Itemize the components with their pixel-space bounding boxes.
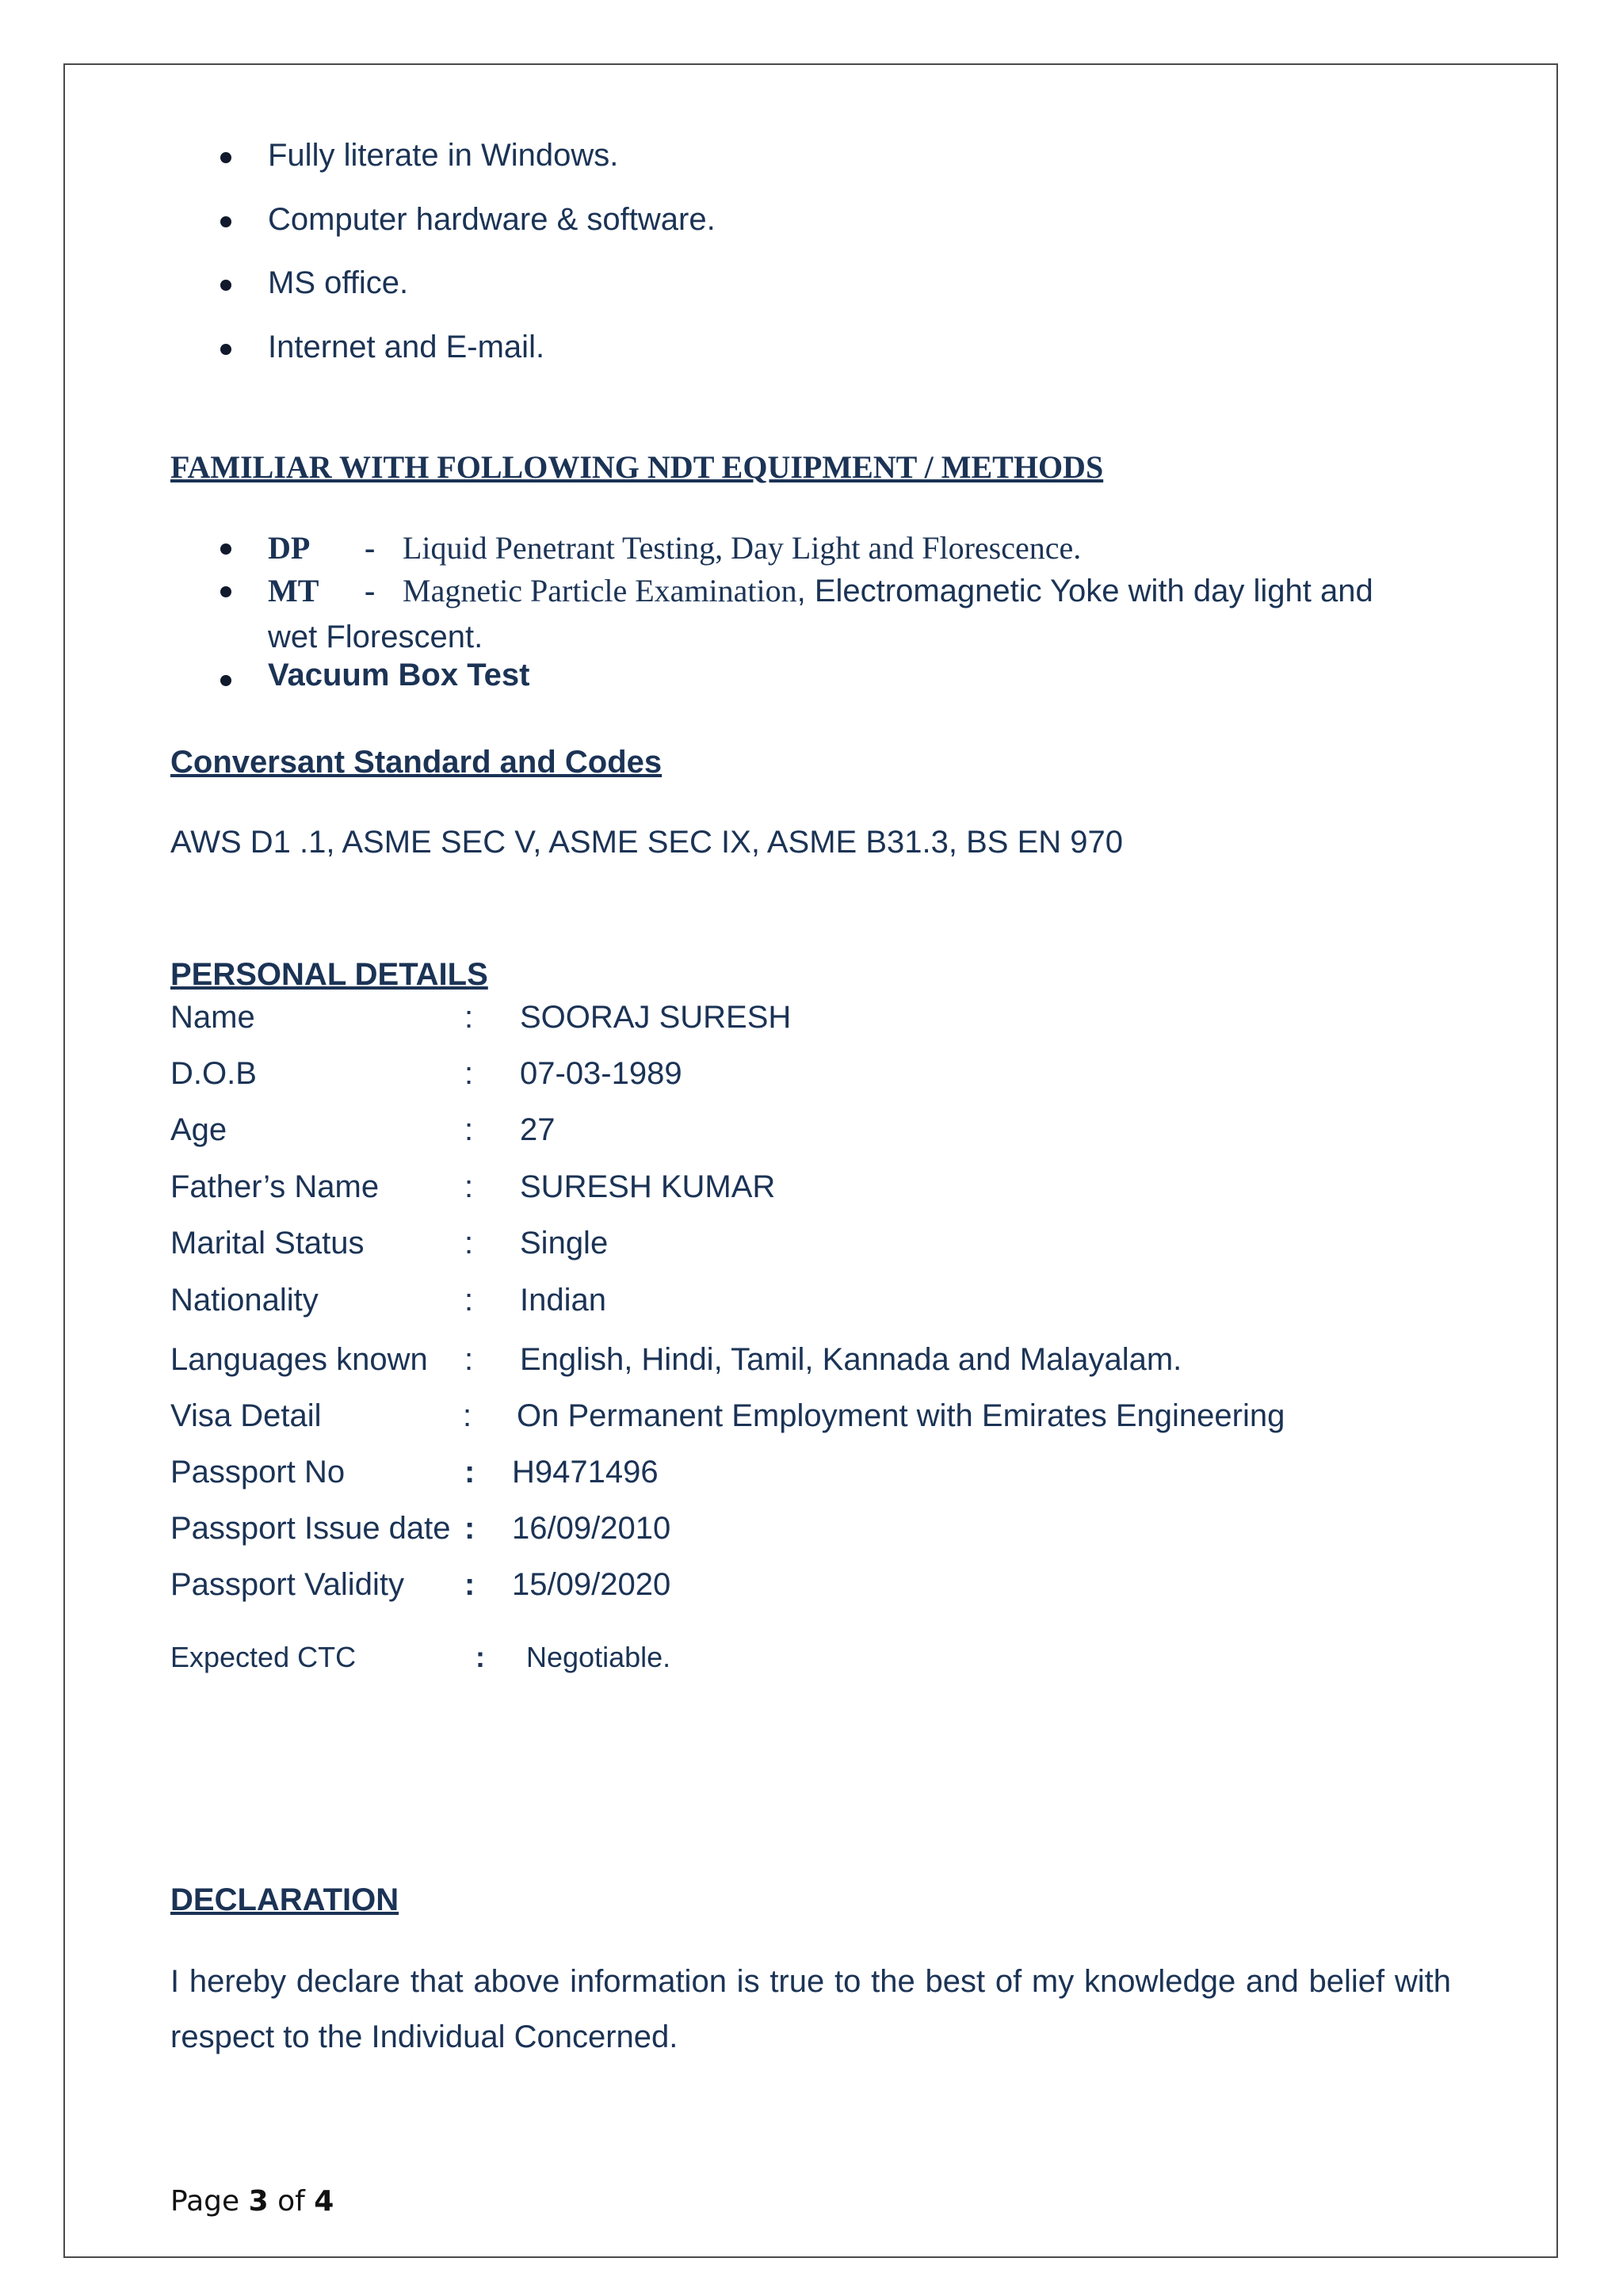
detail-colon: : [464, 1226, 474, 1261]
detail-label: Father’s Name [170, 1169, 380, 1204]
skill-item: Computer hardware & software. [268, 202, 716, 237]
page-word: Page [170, 2185, 240, 2218]
detail-value: Negotiable. [526, 1641, 671, 1673]
detail-colon: : [464, 1455, 475, 1489]
ndt-dash: - [365, 573, 376, 608]
skill-item: Fully literate in Windows. [268, 138, 619, 173]
ndt-code: MT [268, 573, 319, 608]
detail-label: Passport Validity [170, 1567, 404, 1602]
detail-label: Expected CTC [170, 1641, 357, 1673]
standards-heading: Conversant Standard and Codes [170, 745, 663, 780]
detail-value: On Permanent Employment with Emirates Engineering [517, 1398, 1285, 1433]
detail-label: D.O.B [170, 1056, 257, 1091]
skill-item: MS office. [268, 265, 409, 300]
detail-colon: : [464, 1056, 474, 1091]
ndt-code: DP [268, 530, 311, 566]
page-number [170, 2185, 334, 2218]
ndt-description [403, 572, 1373, 609]
bullet-icon [220, 543, 231, 555]
ndt-description-line2: wet Florescent. [268, 620, 483, 654]
detail-label: Languages known [170, 1342, 428, 1377]
detail-value: SURESH KUMAR [520, 1169, 776, 1204]
skill-item: Internet and E-mail. [268, 330, 545, 364]
detail-value: H9471496 [512, 1455, 659, 1489]
ndt-description: Liquid Penetrant Testing, Day Light and Florescence. [403, 530, 1082, 566]
detail-colon: : [464, 1567, 475, 1602]
bullet-icon [220, 675, 231, 686]
detail-value: English, Hindi, Tamil, Kannada and Malayalam. [520, 1342, 1182, 1377]
detail-label: Age [170, 1112, 227, 1147]
detail-label: Passport Issue date [170, 1511, 451, 1546]
detail-colon: : [464, 1169, 474, 1204]
of-word: of [277, 2185, 305, 2218]
current-page: 3 [248, 2185, 269, 2218]
detail-label: Visa Detail [170, 1398, 322, 1433]
page-border [63, 63, 1558, 2258]
detail-colon: : [475, 1641, 485, 1673]
detail-label: Passport No [170, 1455, 346, 1489]
detail-value: Indian [520, 1283, 606, 1318]
detail-colon: : [464, 1342, 474, 1377]
bullet-icon [220, 344, 231, 355]
ndt-dash: - [365, 530, 376, 566]
detail-colon: : [464, 1000, 474, 1035]
detail-colon: : [464, 1283, 474, 1318]
detail-value: Single [520, 1226, 609, 1261]
ndt-heading: FAMILIAR WITH FOLLOWING NDT EQUIPMENT / METHODS [170, 449, 1104, 485]
detail-colon: : [464, 1511, 475, 1546]
detail-label: Nationality [170, 1283, 319, 1318]
ndt-vacuum-box: Vacuum Box Test [268, 658, 530, 692]
declaration-text: I hereby declare that above information is true to the best of my knowledge and belief with respect to the Individual Concerned. [170, 1964, 1451, 2054]
declaration-heading: DECLARATION [170, 1882, 399, 1917]
bullet-icon [220, 152, 231, 163]
detail-label: Marital Status [170, 1226, 365, 1261]
detail-value: 27 [520, 1112, 556, 1147]
bullet-icon [220, 216, 231, 227]
detail-value: 15/09/2020 [512, 1567, 671, 1602]
personal-heading: PERSONAL DETAILS [170, 957, 488, 992]
ndt-description-serif: Magnetic Particle Examination [403, 573, 797, 608]
detail-value: SOORAJ SURESH [520, 1000, 792, 1035]
bullet-icon [220, 586, 231, 597]
total-pages: 4 [314, 2185, 334, 2218]
bullet-icon [220, 280, 231, 291]
standards-text: AWS D1 .1, ASME SEC V, ASME SEC IX, ASME B31.3, BS EN 970 [170, 825, 1123, 860]
detail-colon: : [463, 1398, 472, 1433]
detail-value: 07-03-1989 [520, 1056, 682, 1091]
ndt-description-sans: , Electromagnetic Yoke with day light and [796, 574, 1373, 608]
detail-label: Name [170, 1000, 255, 1035]
detail-value: 16/09/2010 [512, 1511, 671, 1546]
detail-colon: : [464, 1112, 474, 1147]
